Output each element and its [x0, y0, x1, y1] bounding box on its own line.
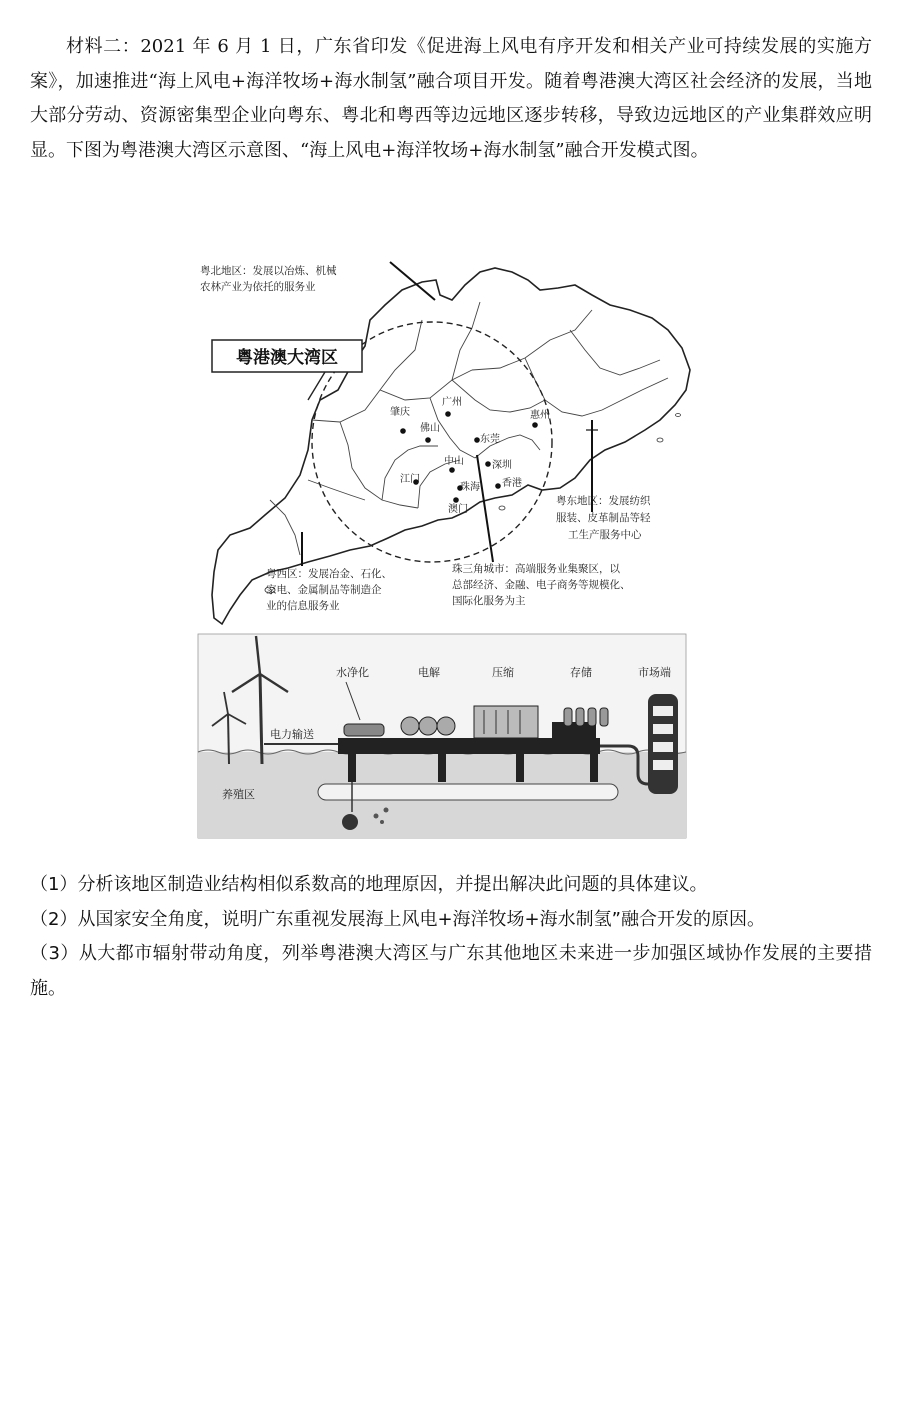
- prd-note-line1: 珠三角城市：高端服务业集聚区，以: [452, 563, 620, 575]
- city-huizhou: 惠州: [530, 410, 550, 421]
- city-shenzhen: 深圳: [492, 460, 512, 471]
- material-paragraph: [30, 30, 872, 168]
- question-3: （3）从大都市辐射带动角度，列举粤港澳大湾区与广东其他地区未来进一步加强区域协作发展的主要措施。: [30, 943, 872, 999]
- city-foshan: 佛山: [420, 423, 440, 434]
- question-2: （2）从国家安全角度，说明广东重视发展海上风电+海洋牧场+海水制氢”融合开发的原因。: [30, 908, 765, 930]
- question-1: （1）分析该地区制造业结构相似系数高的地理原因，并提出解决此问题的具体建议。: [30, 874, 708, 895]
- power-transmission-label: 电力输送: [270, 728, 314, 741]
- city-aomen: 澳门: [448, 504, 468, 515]
- questions-section: [30, 868, 872, 1006]
- city-zhongshan: 中山: [444, 456, 464, 467]
- aquaculture-label: 养殖区: [222, 788, 255, 801]
- water-purify-label: 水净化: [336, 666, 369, 679]
- north-note-line1: 粤北地区：发展以冶炼、机械: [200, 265, 337, 277]
- city-dongguan: 东莞: [480, 434, 500, 445]
- city-jiangmen: 江门: [400, 474, 420, 485]
- east-note-line1: 粤东地区：发展纺织: [556, 495, 651, 507]
- prd-note-line2: 总部经济、金融、电子商务等规模化、: [452, 579, 631, 591]
- city-zhuhai: 珠海: [460, 482, 480, 493]
- bay-area-label: 粤港澳大湾区: [236, 348, 338, 368]
- north-note-line2: 农林产业为依托的服务业: [200, 281, 316, 293]
- electrolysis-label: 电解: [418, 666, 440, 679]
- figure: [190, 250, 700, 840]
- city-zhaoqing: 肇庆: [390, 407, 410, 418]
- city-guangzhou: 广州: [442, 397, 462, 408]
- storage-label: 存储: [570, 666, 592, 679]
- west-note-line2: 家电、金属制品等制造企: [266, 584, 382, 596]
- guangdong-map: [200, 262, 690, 624]
- material-text: 材料二：2021 年 6 月 1 日，广东省印发《促进海上风电有序开发和相关产业可持续发展的实施方案》，加速推进“海上风电+海洋牧场+海水制氢”融合项目开发。随着粤港澳大湾区社会经济的发展，当地大部分劳动、资源密集型企业向粤东、粤北和粤西等边远地区逐步转移，导致边远地区的产业集群效应明显。下图为粤港澳大湾区示意图、“海上风电+海洋牧场+海水制氢”融合开发模式图。: [30, 36, 872, 161]
- compress-label: 压缩: [492, 666, 514, 679]
- fusion-model-diagram: [198, 634, 686, 838]
- west-note-line3: 业的信息服务业: [266, 600, 340, 612]
- city-xianggang: 香港: [502, 478, 522, 489]
- west-note-line1: 粤西区：发展冶金、石化、: [266, 568, 392, 580]
- prd-note-line3: 国际化服务为主: [452, 595, 526, 607]
- east-note-line2: 服装、皮革制品等轻: [556, 512, 651, 524]
- figure-svg: [190, 250, 700, 840]
- east-note-line3: 工生产服务中心: [568, 529, 642, 541]
- market-label: 市场端: [638, 666, 671, 679]
